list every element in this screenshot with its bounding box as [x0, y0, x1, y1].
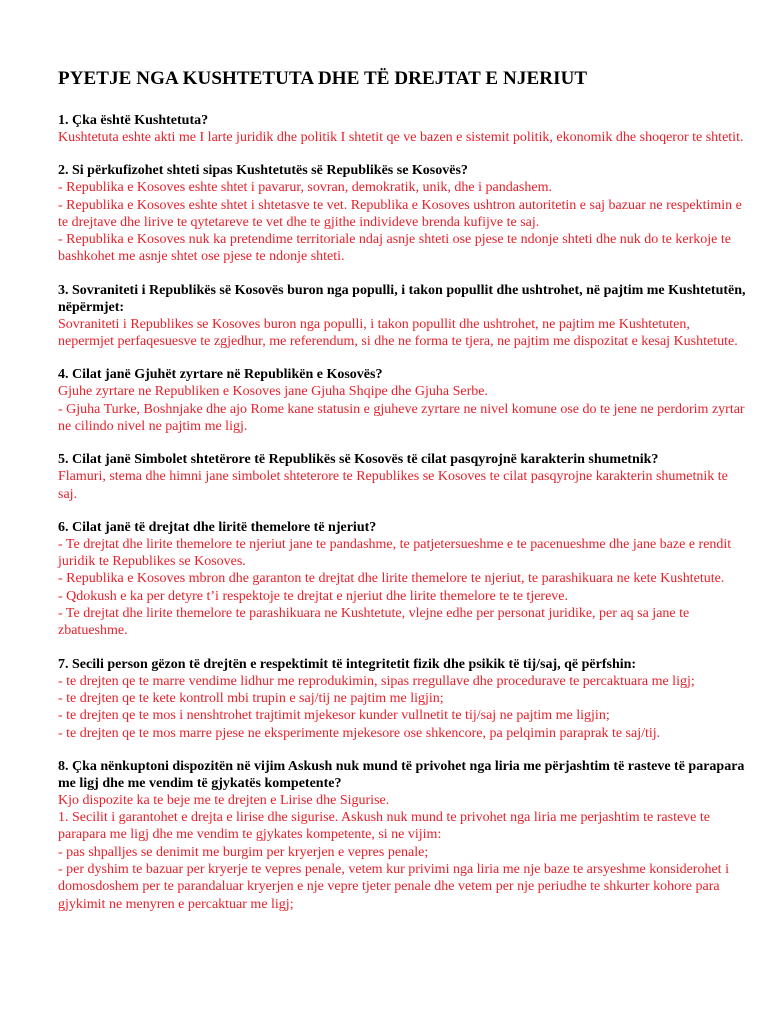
answer-text: - Qdokush e ka per detyre t’i respektoje te drejtat e njeriut dhe lirite themelore te te tjereve.	[58, 588, 569, 604]
document-title: PYETJE NGA KUSHTETUTA DHE TË DREJTAT E NJERIUT	[58, 68, 588, 89]
answer-text: - te drejten qe te marre vendime lidhur me reprodukimin, sipas rregullave dhe procedurave te percaktuara me ligj;	[58, 673, 695, 689]
question-text: 6. Cilat janë të drejtat dhe liritë themelore të njeriut?	[58, 519, 377, 535]
question-text: 4. Cilat janë Gjuhët zyrtare në Republikën e Kosovës?	[58, 367, 383, 383]
answer-text: - per dyshim te bazuar per kryerje te vepres penale, vetem kur privimi nga liria me nje baze te arsyeshme konsiderohet i domosdoshem per te parandaluar kryerjen e nje vepre tjeter penale dhe vetem per nje periudhe te shkurter kohore para gjykimit ne menyren e percaktuar me ligj;	[58, 862, 729, 912]
answer-text: - Republika e Kosoves eshte shtet i shtetasve te vet. Republika e Kosoves ushtron autoritetin e saj bazuar ne respektimin e te drejtave dhe lirive te qytetareve te vet dhe te gjithe individeve brenda kufijve te saj.	[58, 197, 742, 230]
question-section	[58, 282, 748, 351]
answer-text: - te drejten qe te mos marre pjese ne eksperimente mjekesore ose shkencore, pa pelqimin paraprak te saj/tij.	[58, 725, 661, 741]
answer-text: - te drejten qe te mos i nenshtrohet trajtimit mjekesor kunder vullnetit te tij/saj ne pajtim me ligjin;	[58, 708, 610, 724]
question-section	[58, 366, 748, 435]
question-section	[58, 758, 748, 913]
question-list	[58, 112, 748, 913]
answer-text: Flamuri, stema dhe himni jane simbolet shteterore te Republikes se Kosoves te cilat pasqyrojne karakterin shumetnik te saj.	[58, 469, 728, 502]
answer-text: Gjuhe zyrtare ne Republiken e Kosoves jane Gjuha Shqipe dhe Gjuha Serbe.	[58, 384, 488, 400]
question-section	[58, 656, 748, 742]
question-text: 3. Sovraniteti i Republikës së Kosovës buron nga populli, i takon popullit dhe ushtrohet, në pajtim me Kushtetutën, nëpërmjet:	[58, 282, 746, 315]
answer-text: - Te drejtat dhe lirite themelore te njeriut jane te pandashme, te patjetersueshme e te pacenueshme dhe jane baze e rendit juridik te Republikes se Kosoves.	[58, 536, 732, 570]
answer-text: - te drejten qe te kete kontroll mbi trupin e saj/tij ne pajtim me ligjin;	[58, 690, 444, 706]
question-section	[58, 162, 748, 265]
question-text: 8. Çka nënkuptoni dispozitën në vijim Askush nuk mund të privohet nga liria me përjashtim të rasteve të parapara me ligj dhe me vendim të gjykatës kompetente?	[58, 758, 745, 791]
question-text: 5. Cilat janë Simbolet shtetërore të Republikës së Kosovës të cilat pasqyrojnë karakterin shumetnik?	[58, 452, 659, 468]
answer-text: Kjo dispozite ka te beje me te drejten e Lirise dhe Sigurise.	[58, 792, 390, 808]
answer-text: - Republika e Kosoves mbron dhe garanton te drejtat dhe lirite themelore te njeriut, te parashikuara ne kete Kushtetute.	[58, 571, 725, 587]
question-text: 7. Secili person gëzon të drejtën e respektimit të integritetit fizik dhe psikik të tij/saj, që përfshin:	[58, 656, 637, 672]
question-section	[58, 451, 748, 503]
answer-text: - Te drejtat dhe lirite themelore te parashikuara ne Kushtetute, vlejne edhe per personat juridike, per aq sa jane te zbatueshme.	[58, 606, 690, 639]
answer-text: - Gjuha Turke, Boshnjake dhe ajo Rome kane statusin e gjuheve zyrtare ne nivel komune ose do te jene ne perdorim zyrtar ne cilindo nivel ne pajtim me ligj.	[58, 401, 745, 434]
answer-text: 1. Secilit i garantohet e drejta e lirise dhe sigurise. Askush nuk mund te privohet nga liria me perjashtim te rasteve te parapara me ligj dhe me vendim te gjykates kompetente, si ne vijim:	[58, 810, 710, 843]
question-text: 1. Çka është Kushtetuta?	[58, 113, 209, 128]
question-section	[58, 112, 748, 146]
question-section	[58, 519, 748, 640]
answer-text: Kushtetuta eshte akti me I larte juridik dhe politik I shtetit qe ve bazen e sistemit politik, ekonomik dhe shoqeror te shtetit.	[58, 130, 744, 145]
answer-text: Sovraniteti i Republikes se Kosoves buron nga populli, i takon popullit dhe ushtrohet, ne pajtim me Kushtetuten, nepermjet perfaqesuesve te zgjedhur, me referendum, si dhe ne forma te tjera, ne pajtim me dispozitat e kesaj Kushtetute.	[58, 316, 738, 350]
question-text: 2. Si përkufizohet shteti sipas Kushtetutës së Republikës se Kosovës?	[58, 163, 468, 179]
answer-text: - Republika e Kosoves eshte shtet i pavarur, sovran, demokratik, unik, dhe i pandashem.	[58, 180, 552, 196]
answer-text: - Republika e Kosoves nuk ka pretendime territoriale ndaj asnje shteti ose pjese te ndonje shteti dhe nuk do te kerkoje te bashkohet me asnje shtet ose pjese te ndonje shteti.	[58, 232, 731, 265]
answer-text: - pas shpalljes se denimit me burgim per kryerjen e vepres penale;	[58, 844, 429, 860]
